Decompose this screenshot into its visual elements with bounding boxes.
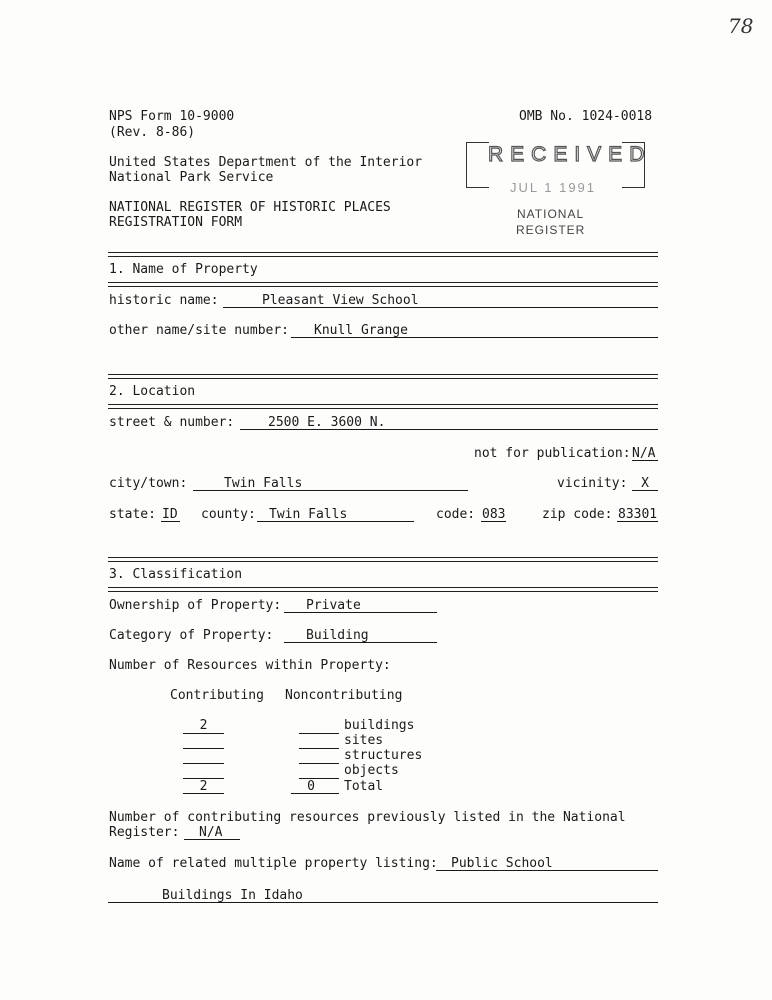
county-line [257,521,414,522]
form-title: REGISTRATION FORM [109,215,243,230]
state-label: state: [109,507,156,522]
state-value: ID [162,507,178,522]
not-for-publication-line [632,460,658,461]
stamp-received-letters: RECEIVED [488,143,652,166]
section-divider [108,587,658,592]
state-line [161,521,180,522]
code-label: code: [436,507,476,522]
section-2-heading: 2. Location [109,384,196,399]
buildings-label: buildings [344,718,415,733]
historic-name-label: historic name: [109,293,219,308]
previously-listed-label: Register: [109,825,180,840]
city-value: Twin Falls [224,476,303,491]
form-number: NPS Form 10-9000 [109,109,235,124]
multiple-property-line2 [108,902,658,903]
sites-noncontributing-line [299,748,339,749]
vicinity-line [632,490,658,491]
zip-label: zip code: [542,507,613,522]
contributing-header: Contributing [170,688,264,703]
stamp-register: REGISTER [516,223,586,237]
total-contributing: 2 [199,779,208,794]
section-divider [108,557,658,562]
section-divider [108,252,658,257]
street-line [240,429,658,430]
section-3-heading: 3. Classification [109,567,243,582]
city-line [193,490,468,491]
section-divider [108,282,658,287]
vicinity-value: X [641,476,649,491]
category-line [284,642,437,643]
county-value: Twin Falls [269,507,348,522]
buildings-noncontributing-line [299,733,339,734]
total-label: Total [344,779,384,794]
total-contributing-line [183,793,224,794]
county-label: county: [201,507,256,522]
code-line [481,521,506,522]
service-name: National Park Service [109,170,274,185]
section-divider [108,404,658,409]
structures-label: structures [344,748,423,763]
total-noncontributing: 0 [307,779,315,794]
multiple-property-value-line2: Buildings In Idaho [162,888,303,903]
buildings-contributing-line [183,733,224,734]
section-divider [108,374,658,379]
ownership-value: Private [306,598,361,613]
register-title: NATIONAL REGISTER OF HISTORIC PLACES [109,200,391,215]
historic-name-line [223,307,658,308]
other-name-value: Knull Grange [314,323,408,338]
section-1-heading: 1. Name of Property [109,262,258,277]
multiple-property-line1 [436,870,658,871]
city-label: city/town: [109,476,188,491]
category-label: Category of Property: [109,628,274,643]
other-name-line [291,337,658,338]
previously-listed-text: Number of contributing resources previously listed in the National [109,810,626,825]
zip-value: 83301 [618,507,658,522]
ownership-line [284,612,437,613]
omb-number: OMB No. 1024-0018 [519,109,653,124]
previously-listed-value: N/A [199,825,223,840]
department-name: United States Department of the Interior [109,155,423,170]
vicinity-label: vicinity: [557,476,628,491]
noncontributing-header: Noncontributing [285,688,403,703]
other-name-label: other name/site number: [109,323,290,338]
form-revision: (Rev. 8-86) [109,125,196,140]
handwritten-page-number: 78 [728,14,754,38]
resources-label: Number of Resources within Property: [109,658,391,673]
total-noncontributing-line [291,793,339,794]
category-value: Building [306,628,369,643]
multiple-property-label: Name of related multiple property listing: [109,856,438,871]
stamp-national: NATIONAL [517,207,585,221]
previously-listed-line [184,839,240,840]
stamp-date: JUL 1 1991 [510,180,597,195]
not-for-publication-label: not for publication: [474,446,631,461]
multiple-property-value-line1: Public School [451,856,553,871]
street-value: 2500 E. 3600 N. [268,415,386,430]
street-label: street & number: [109,415,235,430]
structures-contributing-line [183,763,224,764]
zip-line [617,521,658,522]
objects-label: objects [344,763,399,778]
ownership-label: Ownership of Property: [109,598,282,613]
sites-contributing-line [183,748,224,749]
historic-name-value: Pleasant View School [262,293,419,308]
not-for-publication-value: N/A [632,446,656,461]
sites-label: sites [344,733,384,748]
code-value: 083 [482,507,506,522]
buildings-contributing: 2 [199,718,208,733]
structures-noncontributing-line [299,763,339,764]
